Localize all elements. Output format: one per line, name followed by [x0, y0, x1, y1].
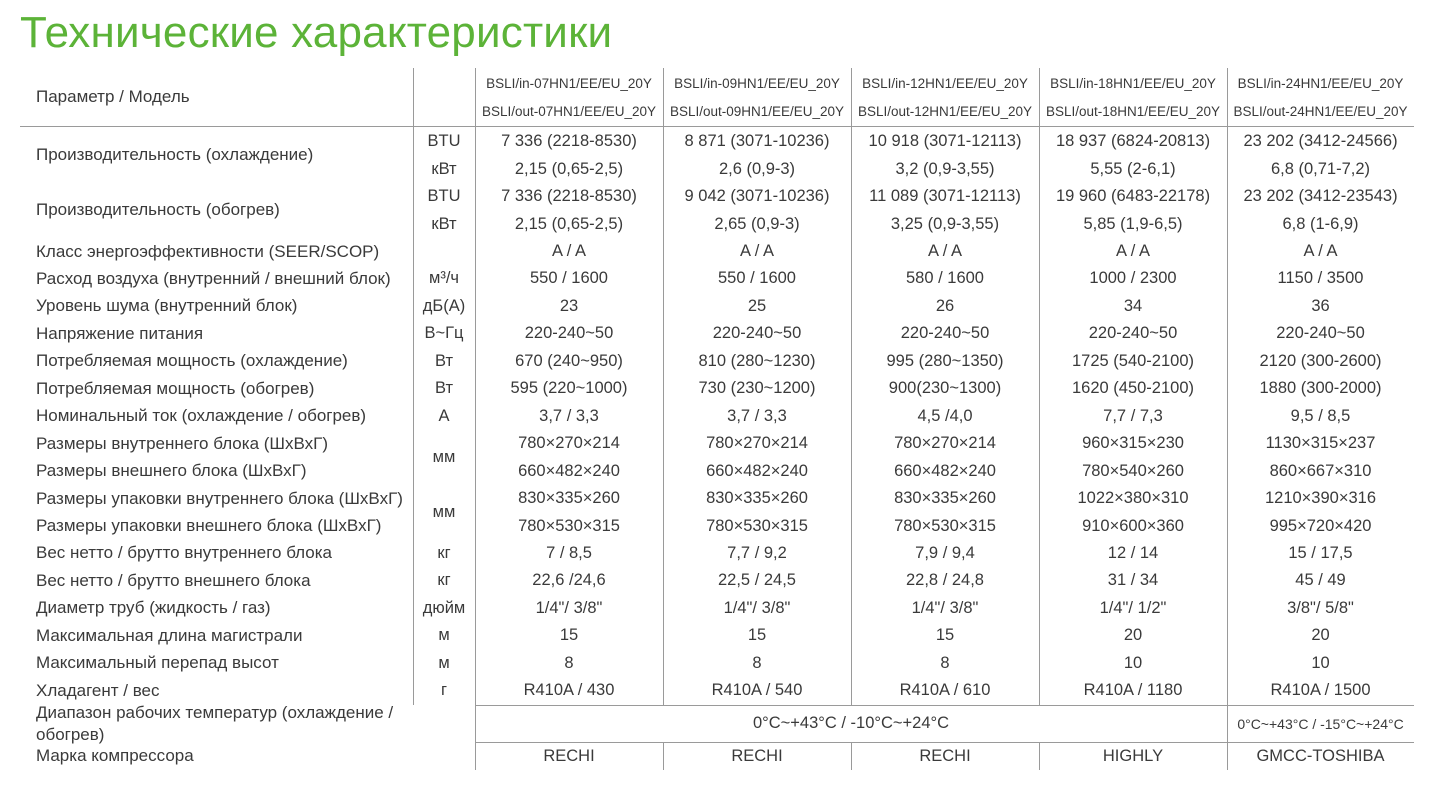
value-cell: 1620 (450-2100) [1071, 379, 1194, 398]
value-cell: 995 (280~1350) [886, 351, 1004, 370]
header-model-outdoor: BSLI/out-18HN1/EE/EU_20Y [1045, 104, 1221, 119]
value-cell: 220-240~50 [1088, 324, 1178, 343]
value-cell: 3,25 (0,9-3,55) [890, 214, 1000, 233]
value-cell: 8 [564, 653, 574, 672]
unit-label: г [440, 681, 448, 700]
temperature-row-top [475, 705, 1414, 706]
value-cell: 1/4"/ 3/8" [911, 598, 979, 617]
value-cell: 36 [1311, 296, 1330, 315]
value-cell: 550 / 1600 [530, 269, 608, 288]
param-label: Вес нетто / брутто внутреннего блока [36, 543, 333, 563]
unit-label: кВт [431, 159, 457, 178]
value-cell: 1/4"/ 3/8" [723, 598, 791, 617]
value-cell: R410A / 540 [711, 681, 803, 700]
unit-label: Вт [434, 351, 453, 370]
value-cell: 8 [752, 653, 762, 672]
unit-label: м [438, 653, 450, 672]
unit-label: мм [432, 502, 456, 521]
value-cell: 1130×315×237 [1265, 434, 1376, 453]
value-cell: 23 [559, 296, 579, 315]
value-cell: 31 / 34 [1107, 571, 1159, 590]
value-cell: 7 / 8,5 [546, 543, 592, 562]
value-cell: A / A [740, 242, 774, 261]
param-label: Диаметр труб (жидкость / газ) [36, 598, 271, 618]
value-cell: 660×482×240 [894, 461, 996, 480]
value-cell: 5,55 (2-6,1) [1090, 159, 1176, 178]
value-cell: 810 (280~1230) [698, 351, 816, 370]
value-cell: 20 [1311, 626, 1330, 645]
model-column-divider [663, 68, 664, 705]
value-cell: 900(230~1300) [888, 379, 1002, 398]
value-cell: 8 871 (3071-10236) [684, 132, 830, 151]
value-cell: 10 [1311, 653, 1330, 672]
value-cell: 1210×390×316 [1264, 489, 1377, 508]
value-cell: 910×600×360 [1082, 516, 1184, 535]
param-label: Уровень шума (внутренний блок) [36, 296, 298, 316]
value-cell: 595 (220~1000) [510, 379, 628, 398]
value-cell: 22,6 /24,6 [532, 571, 606, 590]
value-cell: 7,7 / 9,2 [727, 543, 787, 562]
value-cell: 6,8 (0,71-7,2) [1270, 159, 1371, 178]
header-model-outdoor: BSLI/out-07HN1/EE/EU_20Y [481, 104, 657, 119]
value-cell: 1/4"/ 3/8" [535, 598, 603, 617]
temperature-range-label: Диапазон рабочих температур (охлаждение / обогрев) [36, 703, 394, 744]
header-param-label: Параметр / Модель [36, 87, 190, 106]
value-cell: 9 042 (3071-10236) [684, 187, 830, 206]
header-model-indoor: BSLI/in-18HN1/EE/EU_20Y [1050, 76, 1216, 91]
value-cell: 830×335×260 [518, 489, 620, 508]
unit-label: А [438, 406, 450, 425]
param-label: Хладагент / вес [36, 680, 160, 700]
compressor-value: HIGHLY [1102, 746, 1164, 765]
value-cell: 18 937 (6824-20813) [1055, 132, 1211, 151]
value-cell: 670 (240~950) [515, 351, 623, 370]
value-cell: 23 202 (3412-23543) [1243, 187, 1398, 206]
value-cell: 3,7 / 3,3 [727, 406, 787, 425]
value-cell: 2,15 (0,65-2,5) [514, 159, 624, 178]
value-cell: 780×270×214 [894, 434, 996, 453]
compressor-value: RECHI [919, 746, 971, 765]
value-cell: 22,5 / 24,5 [718, 571, 796, 590]
value-cell: 2,15 (0,65-2,5) [514, 214, 624, 233]
value-cell: 780×530×315 [518, 516, 620, 535]
value-cell: 860×667×310 [1269, 461, 1372, 480]
value-cell: 7 336 (2218-8530) [501, 132, 637, 151]
value-cell: R410A / 610 [899, 681, 991, 700]
value-cell: 11 089 (3071-12113) [869, 187, 1021, 206]
unit-label: Вт [434, 379, 453, 398]
value-cell: 9,5 / 8,5 [1290, 406, 1351, 425]
unit-column-divider [475, 68, 476, 770]
param-label: Производительность (охлаждение) [36, 145, 314, 165]
value-cell: 10 [1123, 653, 1143, 672]
model-column-divider [1227, 68, 1228, 705]
unit-label: кВт [431, 214, 457, 233]
value-cell: R410A / 1500 [1270, 681, 1371, 700]
model-column-divider [1227, 705, 1228, 742]
value-cell: 12 / 14 [1107, 543, 1159, 562]
header-model-outdoor: BSLI/out-24HN1/EE/EU_20Y [1233, 104, 1408, 119]
header-divider [20, 126, 1414, 127]
param-label: Потребляемая мощность (охлаждение) [36, 351, 348, 371]
value-cell: 780×270×214 [518, 434, 620, 453]
value-cell: 5,85 (1,9-6,5) [1083, 214, 1183, 233]
value-cell: 15 [559, 626, 579, 645]
value-cell: R410A / 1180 [1083, 681, 1183, 700]
header-model-outdoor: BSLI/out-12HN1/EE/EU_20Y [857, 104, 1033, 119]
model-column-divider [1227, 742, 1228, 770]
value-cell: A / A [1303, 242, 1338, 261]
value-cell: 3,7 / 3,3 [539, 406, 599, 425]
value-cell: 780×530×315 [706, 516, 808, 535]
param-label: Размеры упаковки внешнего блока (ШхВхГ) [36, 516, 382, 536]
value-cell: 660×482×240 [518, 461, 620, 480]
unit-label: кг [437, 543, 451, 562]
value-cell: 7,9 / 9,4 [915, 543, 975, 562]
value-cell: 220-240~50 [900, 324, 990, 343]
value-cell: A / A [1116, 242, 1150, 261]
param-label: Номинальный ток (охлаждение / обогрев) [36, 406, 367, 426]
param-label: Класс энергоэффективности (SEER/SCOP) [36, 241, 380, 261]
value-cell: 730 (230~1200) [698, 379, 816, 398]
value-cell: A / A [552, 242, 586, 261]
value-cell: 22,8 / 24,8 [906, 571, 984, 590]
temperature-row-bottom [475, 742, 1414, 743]
compressor-value: GMCC-TOSHIBA [1256, 746, 1385, 765]
unit-label: м [438, 626, 450, 645]
unit-label: дюйм [422, 598, 466, 617]
value-cell: A / A [928, 242, 962, 261]
param-label: Вес нетто / брутто внешнего блока [36, 570, 311, 590]
value-cell: 995×720×420 [1269, 516, 1372, 535]
model-column-divider [1039, 742, 1040, 770]
unit-label: BTU [427, 187, 461, 206]
value-cell: 1022×380×310 [1077, 489, 1189, 508]
unit-label: BTU [427, 132, 461, 151]
model-column-divider [851, 68, 852, 705]
value-cell: 1/4"/ 1/2" [1099, 598, 1167, 617]
param-column-divider [413, 68, 414, 705]
value-cell: 830×335×260 [706, 489, 808, 508]
value-cell: 220-240~50 [712, 324, 802, 343]
value-cell: 2,65 (0,9-3) [714, 214, 800, 233]
param-label: Размеры внутреннего блока (ШхВхГ) [36, 433, 329, 453]
value-cell: 1725 (540-2100) [1071, 351, 1194, 370]
value-cell: 220-240~50 [524, 324, 614, 343]
value-cell: 220-240~50 [1276, 324, 1365, 343]
value-cell: 1150 / 3500 [1277, 269, 1364, 288]
header-model-indoor: BSLI/in-12HN1/EE/EU_20Y [862, 76, 1028, 91]
param-label: Максимальный перепад высот [36, 653, 279, 673]
model-column-divider [1039, 68, 1040, 705]
value-cell: 26 [935, 296, 955, 315]
value-cell: 3/8"/ 5/8" [1287, 598, 1354, 617]
header-model-indoor: BSLI/in-07HN1/EE/EU_20Y [486, 76, 652, 91]
model-column-divider [663, 742, 664, 770]
value-cell: 6,8 (1-6,9) [1282, 214, 1359, 233]
temperature-range-value-last: 0°С~+43°С / -15°С~+24°С [1237, 715, 1404, 732]
unit-label: дБ(А) [422, 296, 466, 315]
unit-label: В~Гц [424, 324, 464, 343]
header-model-outdoor: BSLI/out-09HN1/EE/EU_20Y [669, 104, 845, 119]
value-cell: 660×482×240 [706, 461, 808, 480]
param-label: Размеры упаковки внутреннего блока (ШхВхГ) [36, 488, 403, 508]
compressor-value: RECHI [543, 746, 595, 765]
unit-label: м³/ч [428, 269, 460, 288]
value-cell: 34 [1123, 296, 1143, 315]
value-cell: R410A / 430 [523, 681, 615, 700]
value-cell: 8 [940, 653, 950, 672]
value-cell: 3,2 (0,9-3,55) [895, 159, 995, 178]
model-column-divider [851, 742, 852, 770]
value-cell: 580 / 1600 [906, 269, 984, 288]
param-label: Напряжение питания [36, 323, 204, 343]
value-cell: 7,7 / 7,3 [1103, 406, 1163, 425]
value-cell: 1000 / 2300 [1089, 269, 1177, 288]
value-cell: 20 [1123, 626, 1143, 645]
value-cell: 45 / 49 [1295, 571, 1346, 590]
header-model-indoor: BSLI/in-24HN1/EE/EU_20Y [1237, 76, 1404, 91]
param-label: Максимальная длина магистрали [36, 625, 303, 645]
value-cell: 1880 (300-2000) [1259, 379, 1382, 398]
value-cell: 960×315×230 [1082, 434, 1184, 453]
value-cell: 23 202 (3412-24566) [1243, 132, 1398, 151]
param-label: Производительность (обогрев) [36, 200, 280, 220]
value-cell: 830×335×260 [894, 489, 996, 508]
header-model-indoor: BSLI/in-09HN1/EE/EU_20Y [674, 76, 840, 91]
value-cell: 4,5 /4,0 [917, 406, 973, 425]
compressor-value: RECHI [731, 746, 783, 765]
page-title: Технические характеристики [20, 8, 613, 57]
temperature-range-value: 0°С~+43°С / -10°С~+24°С [752, 714, 950, 732]
value-cell: 780×530×315 [894, 516, 996, 535]
param-label: Размеры внешнего блока (ШхВхГ) [36, 461, 307, 481]
value-cell: 780×540×260 [1082, 461, 1184, 480]
unit-label: кг [437, 571, 451, 590]
value-cell: 2,6 (0,9-3) [718, 159, 796, 178]
compressor-label: Марка компрессора [36, 746, 194, 765]
value-cell: 25 [747, 296, 767, 315]
value-cell: 2120 (300-2600) [1259, 351, 1382, 370]
param-label: Расход воздуха (внутренний / внешний блок) [36, 268, 391, 288]
value-cell: 550 / 1600 [718, 269, 796, 288]
unit-label: мм [432, 447, 456, 466]
value-cell: 15 [747, 626, 767, 645]
param-label: Потребляемая мощность (обогрев) [36, 378, 315, 398]
value-cell: 15 [935, 626, 955, 645]
value-cell: 10 918 (3071-12113) [868, 132, 1022, 151]
value-cell: 15 / 17,5 [1288, 543, 1353, 562]
value-cell: 7 336 (2218-8530) [501, 187, 637, 206]
value-cell: 780×270×214 [706, 434, 808, 453]
value-cell: 19 960 (6483-22178) [1055, 187, 1211, 206]
